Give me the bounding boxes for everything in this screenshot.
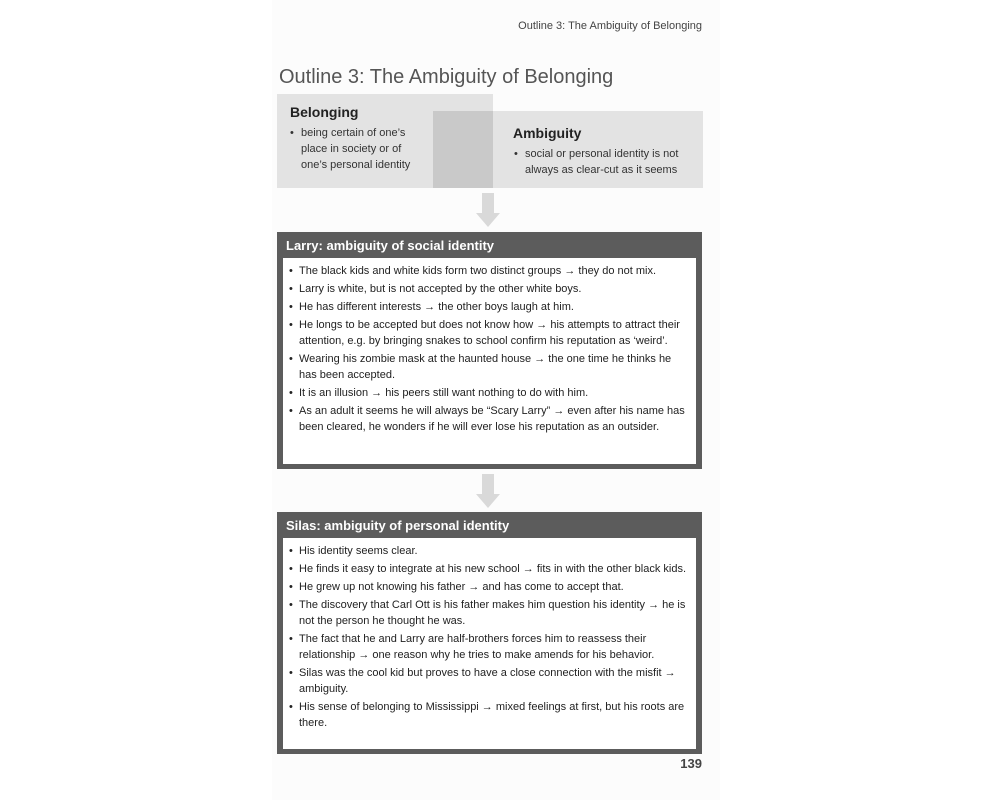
list-item: • Larry is white, but is not accepted by the other white boys. (299, 281, 688, 297)
list-item: • As an adult it seems he will always be “Scary Larry” → even after his name has been cleared, he wonders if he will ever lose his reputation as an outsider. (299, 403, 688, 435)
ambiguity-bullet-text: social or personal identity is not always as clear-cut as it seems (525, 148, 679, 176)
list-item: • His sense of belonging to Mississippi → mixed feelings at first, but his roots are there. (299, 699, 688, 731)
belonging-title: Belonging (290, 104, 359, 120)
page-title: Outline 3: The Ambiguity of Belonging (279, 66, 614, 88)
running-head: Outline 3: The Ambiguity of Belonging (518, 20, 702, 32)
list-item: • The black kids and white kids form two distinct groups → they do not mix. (299, 263, 688, 279)
larry-panel-header: Larry: ambiguity of social identity (286, 238, 495, 253)
down-arrow-icon (476, 474, 500, 508)
list-item: • He finds it easy to integrate at his new school → fits in with the other black kids. (299, 561, 688, 577)
list-item: • The discovery that Carl Ott is his father makes him question his identity → he is not the person he thought he was. (299, 597, 688, 629)
page-number: 139 (680, 756, 702, 771)
silas-panel (277, 512, 702, 754)
belonging-bullet-text: being certain of one’s place in society or of one’s personal identity (301, 127, 411, 171)
list-item: • He has different interests → the other boys laugh at him. (299, 299, 688, 315)
larry-panel-body (283, 258, 696, 464)
list-item: • His identity seems clear. (299, 543, 688, 559)
larry-panel (277, 232, 702, 469)
ambiguity-bullet: • social or personal identity is not always as clear-cut as it seems (514, 148, 679, 176)
down-arrow-icon (476, 193, 500, 227)
overlap-region (433, 111, 493, 188)
list-item: • Silas was the cool kid but proves to have a close connection with the misfit → ambiguity. (299, 665, 688, 697)
list-item: • He grew up not knowing his father → and has come to accept that. (299, 579, 688, 595)
silas-panel-header: Silas: ambiguity of personal identity (286, 518, 510, 533)
list-item: • Wearing his zombie mask at the haunted house → the one time he thinks he has been accepted. (299, 351, 688, 383)
silas-panel-body (283, 538, 696, 749)
belonging-bullet: • being certain of one’s place in society or of one’s personal identity (290, 127, 411, 171)
ambiguity-title: Ambiguity (513, 125, 582, 141)
list-item: • It is an illusion → his peers still want nothing to do with him. (299, 385, 688, 401)
list-item: • He longs to be accepted but does not know how → his attempts to attract their attention, e.g. by bringing snakes to school confirm his reputation as ‘weird’. (299, 317, 688, 349)
list-item: • The fact that he and Larry are half-brothers forces him to reassess their relationship → one reason why he tries to make amends for his behavior. (299, 631, 688, 663)
